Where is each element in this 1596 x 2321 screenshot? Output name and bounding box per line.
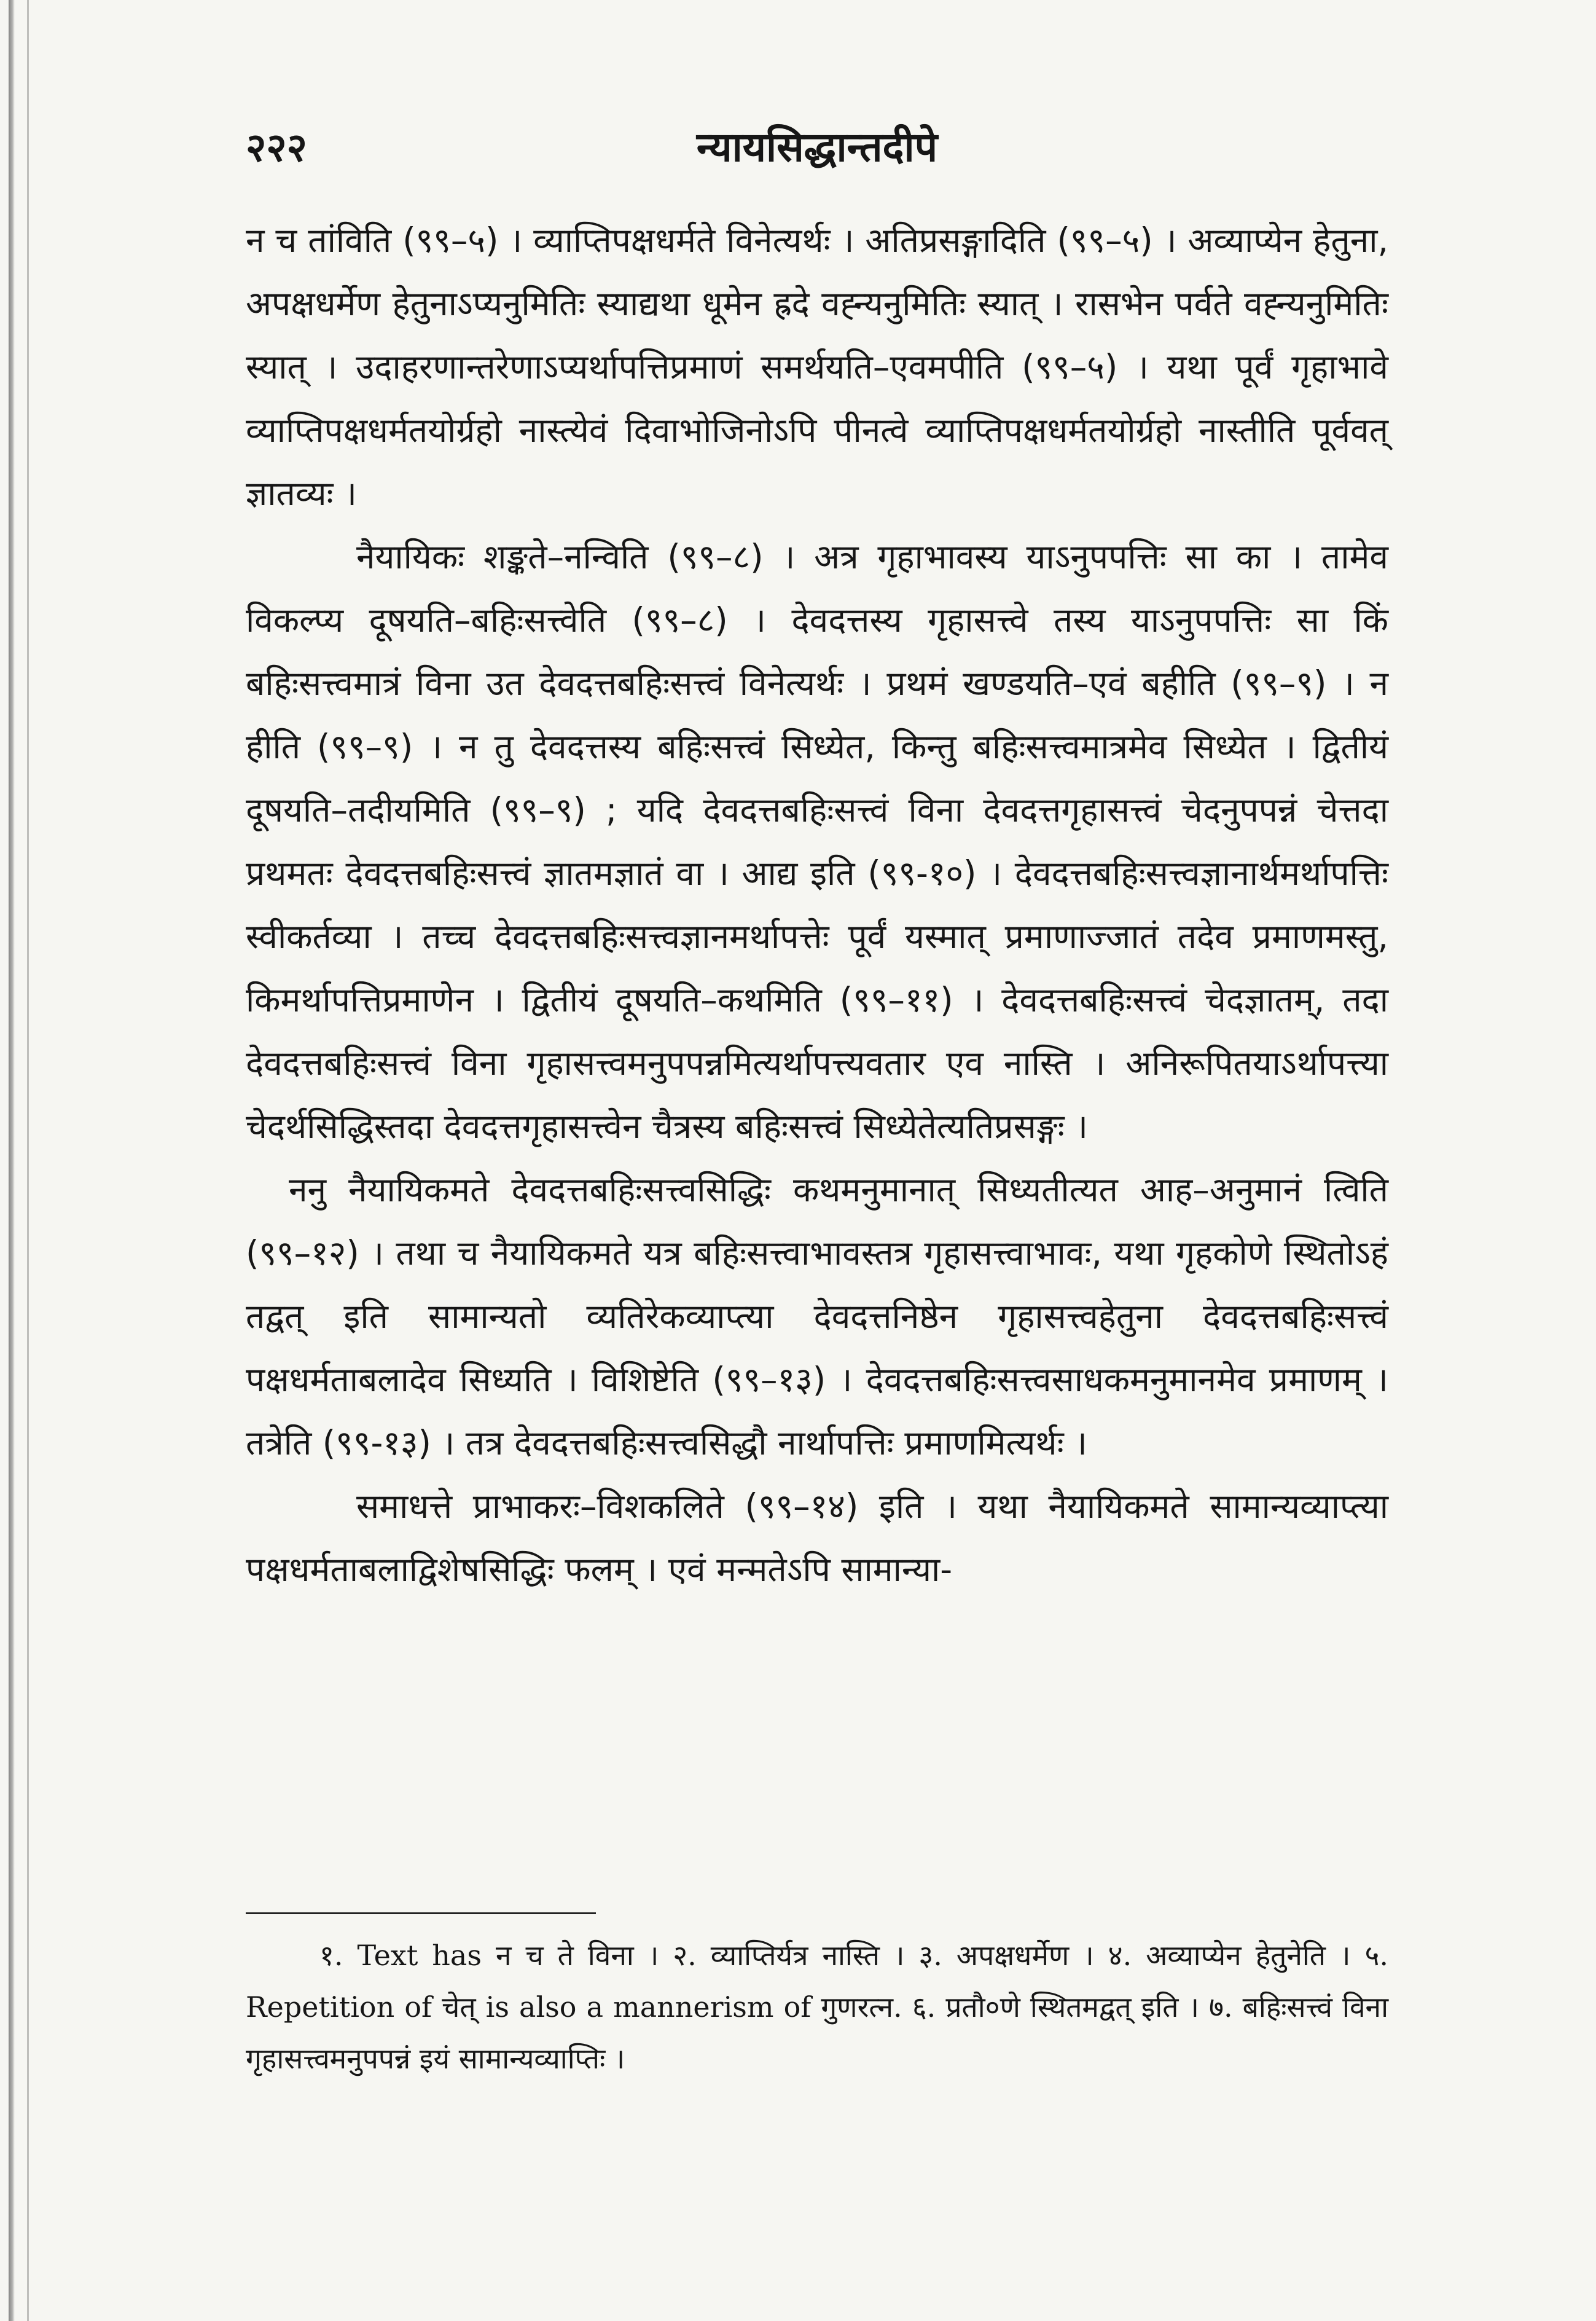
footnotes — [246, 1930, 1388, 2084]
page-header — [246, 112, 1388, 179]
commentary-body — [246, 209, 1388, 1601]
page-binding-edge — [9, 0, 15, 2321]
paragraph: न च तांविति (९९–५) । व्याप्तिपक्षधर्मते विनेत्यर्थः । अतिप्रसङ्गादिति (९९–५) । अव्याप्येन हेतुना, अपक्षधर्मेण हेतुनाऽप्यनुमितिः स्याद्यथा धूमेन ह्रदे वह्न्यनुमितिः स्यात् । रासभेन पर्वते वह्न्यनुमितिः स्यात् । उदाहरणान्तरेणाऽप्यर्थापत्तिप्रमाणं समर्थयति–एवमपीति (९९–५) । यथा पूर्वं गृहाभावे व्याप्तिपक्षधर्मतयोर्ग्रहो नास्त्येवं दिवाभोजिनोऽपि पीनत्वे व्याप्तिपक्षधर्मतयोर्ग्रहो नास्तीति पूर्ववत् ज्ञातव्यः । — [246, 221, 1388, 513]
paragraph: नैयायिकः शङ्कते–नन्विति (९९–८) । अत्र गृहाभावस्य याऽनुपपत्तिः सा का । तामेव विकल्प्य दूषयति–बहिःसत्त्वेति (९९–८) । देवदत्तस्य गृहासत्त्वे तस्य याऽनुपपत्तिः सा किं बहिःसत्त्वमात्रं विना उत देवदत्तबहिःसत्त्वं विनेत्यर्थः । प्रथमं खण्डयति–एवं बहीति (९९–९) । न हीति (९९–९) । न तु देवदत्तस्य बहिःसत्त्वं सिध्येत, किन्तु बहिःसत्त्वमात्रमेव सिध्येत । द्वितीयं दूषयति–तदीयमिति (९९–९) ; यदि देवदत्तबहिःसत्त्वं विना देवदत्तगृहासत्त्वं चेदनुपपन्नं चेत्तदा प्रथमतः देवदत्तबहिःसत्त्वं ज्ञातमज्ञातं वा । आद्य इति (९९-१०) । देवदत्तबहिःसत्त्वज्ञानार्थमर्थापत्तिः स्वीकर्तव्या । तच्च देवदत्तबहिःसत्त्वज्ञानमर्थापत्तेः पूर्वं यस्मात् प्रमाणाज्जातं तदेव प्रमाणमस्तु, किमर्थापत्तिप्रमाणेन । द्वितीयं दूषयति–कथमिति (९९–११) । देवदत्तबहिःसत्त्वं चेदज्ञातम्, तदा देवदत्तबहिःसत्त्वं विना गृहासत्त्वमनुपपन्नमित्यर्थापत्त्यवतार एव नास्ति । अनिरूपितयाऽर्थापत्त्या चेदर्थसिद्धिस्तदा देवदत्तगृहासत्त्वेन चैत्रस्य बहिःसत्त्वं सिध्येतेत्यतिप्रसङ्गः । — [246, 537, 1388, 1146]
paragraph: ननु नैयायिकमते देवदत्तबहिःसत्त्वसिद्धिः कथमनुमानात् सिध्यतीत्यत आह–अनुमानं त्विति (९९–१२) । तथा च नैयायिकमते यत्र बहिःसत्त्वाभावस्तत्र गृहासत्त्वाभावः, यथा गृहकोणे स्थितोऽहं तद्वत् इति सामान्यतो व्यतिरेकव्याप्त्या देवदत्तनिष्ठेन गृहासत्त्वहेतुना देवदत्तबहिःसत्त्वं पक्षधर्मताबलादेव सिध्यति । विशिष्टेति (९९–१३) । देवदत्तबहिःसत्त्वसाधकमनुमानमेव प्रमाणम् । तत्रेति (९९-१३) । तत्र देवदत्तबहिःसत्त्वसिद्धौ नार्थापत्तिः प्रमाणमित्यर्थः । — [246, 1170, 1388, 1463]
page-number: २२२ — [246, 125, 307, 171]
footnote-text: १. Text has न च ते विना । २. व्याप्तिर्यत्र नास्ति । ३. अपक्षधर्मेण । ४. अव्याप्येन हेतुनेति । ५. Repetition of चेत् is also a mannerism of गुणरत्न. ६. प्रतौ०णे स्थितमद्वत् इति । ७. बहिःसत्त्वं विना गृहासत्त्वमनुपपन्नं इयं सामान्यव्याप्तिः । — [246, 1939, 1388, 2075]
running-title: न्यायसिद्धान्तदीपे — [696, 124, 938, 171]
paragraph: समाधत्ते प्राभाकरः–विशकलिते (९९–१४) इति । यथा नैयायिकमते सामान्यव्याप्त्या पक्षधर्मताबलाद्विशेषसिद्धिः फलम् । एवं मन्मतेऽपि सामान्या- — [246, 1486, 1388, 1589]
footnote-divider — [246, 1912, 596, 1914]
page-binding-line — [27, 0, 29, 2321]
